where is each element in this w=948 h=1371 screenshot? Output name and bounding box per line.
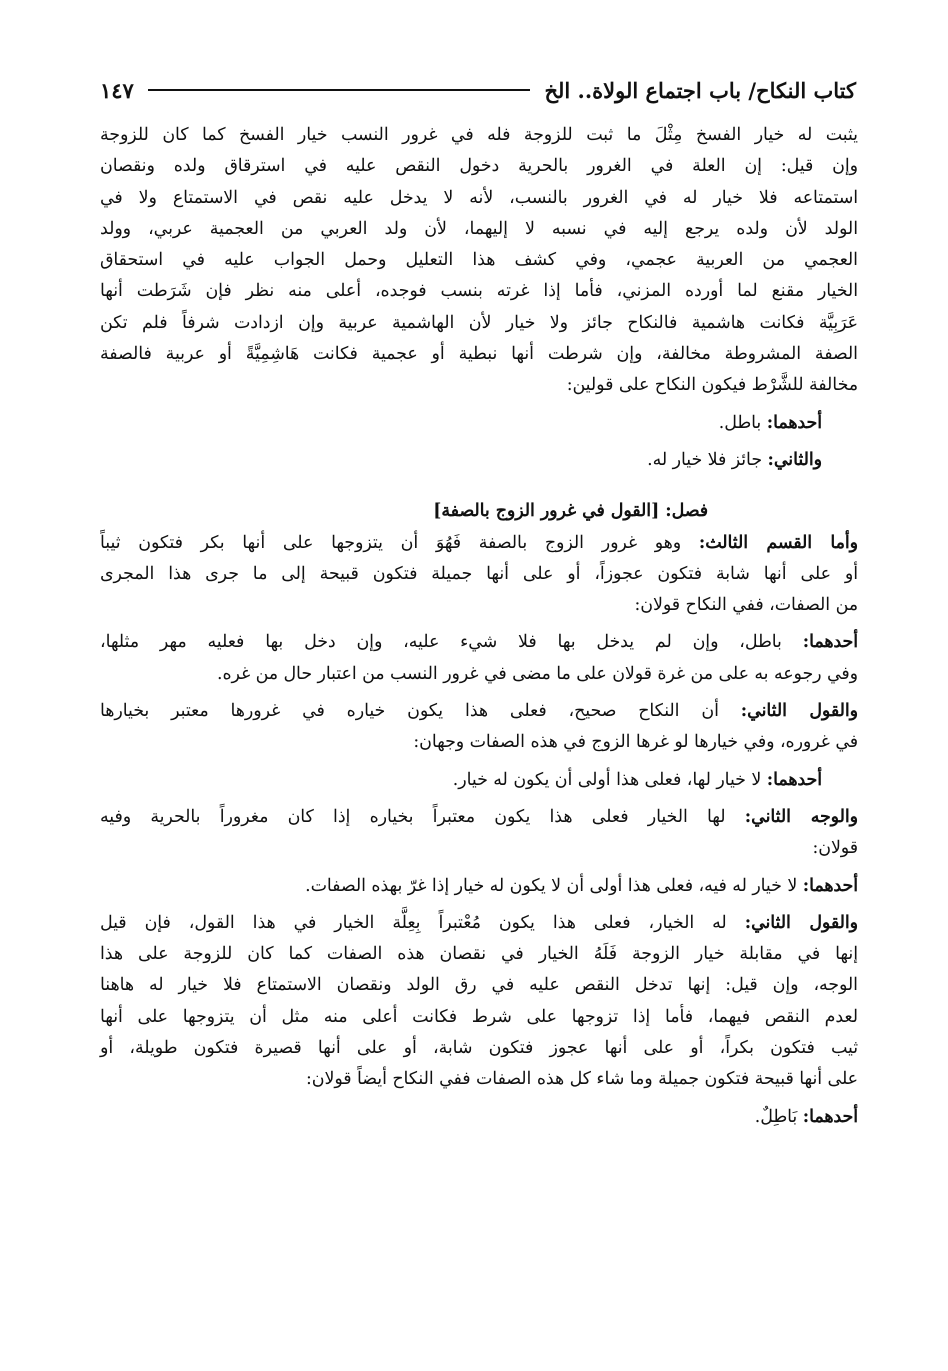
text-line: وإن قيل: إن العلة في الغرور بالحرية دخول النقص عليه في استرقاق ولده ونقصان: [100, 156, 858, 177]
paragraph-2: [100, 408, 858, 439]
paragraph-11: [100, 1102, 858, 1133]
paragraph-label: والقول الثاني:: [740, 701, 859, 722]
running-title: كتاب النكاح/ باب اجتماع الولاة.. الخ: [544, 77, 856, 103]
text-line: باطل.: [718, 412, 767, 433]
paragraph-label: أحدهما:: [802, 875, 858, 896]
paragraph-label: أحدهما:: [802, 1106, 858, 1127]
section-label: فصل:: [665, 501, 708, 522]
text-line: وهو غرور الزوج بالصفة فَهُوَ أن يتزوجها على أنها بكر فتكون ثيباً: [100, 532, 699, 553]
text-line: الولد لأن ولده يرجع إليه في نسبه لا إليهما، لأن ولد العربي من العجمية عربي، وولد: [100, 218, 858, 239]
paragraph-label: والوجه الثاني:: [744, 806, 859, 827]
text-line: عَرَبِيَّة فكانت هاشمية فالنكاح جائز ولا خيار لأن الهاشمية عربية وإن ازدادت شرفاً فلم تكن: [100, 312, 858, 333]
text-line: وفي رجوعه به على من غرة قولان على ما مضى في غرور النسب من اعتبار حال من غره.: [216, 663, 858, 684]
section-heading: [100, 496, 858, 527]
paragraph-label: أحدهما:: [802, 632, 858, 653]
page-body: [100, 120, 858, 1133]
text-line: الصفة المشروطة مخالفة، وإن شرطت أنها نبطية أو عجمية فكانت هَاشِمِيَّةً أو عربية فالصفة: [100, 344, 858, 365]
text-line: على أنها قبيحة فتكون جميلة وما شاء كل هذه الصفات ففي النكاح أيضاً قولان:: [305, 1069, 858, 1090]
text-line: له الخيار، فعلى هذا يكون مُعْتبراً بِعِلَّة الخيار في هذا القول، فإن قيل: [100, 912, 745, 933]
paragraph-label: والقول الثاني:: [744, 912, 859, 933]
text-line: لا خيار له فيه، فعلى هذا أولى أن لا يكون له خيار إذا غرّ بهذه الصفات.: [305, 875, 803, 896]
text-line: أن النكاح صحيح، فعلى هذا يكون خياره في غرورها معتبر بخيارها: [100, 701, 741, 722]
text-line: استمتاعه فلا خيار له في الغرور بالنسب، لأنه لا يدخل عليه نقص في الاستمتاع ولا في: [100, 187, 858, 208]
text-line: العجمي من العربية عجمي، وفي كشف هذا التعليل وحمل الجواب عليه في استحقاق: [100, 250, 858, 271]
text-line: لعدم النقص فيهما، فأما إذا تزوجها على شرط فكانت أعلى منه مثل أن يتزوجها على أنها: [100, 1006, 858, 1027]
paragraph-8: [100, 802, 858, 865]
text-line: لها الخيار فعلى هذا يكون معتبراً بخياره إذا كان مغروراً بالحرية وفيه: [100, 806, 745, 827]
page-header: [100, 72, 856, 108]
paragraph-10: [100, 908, 858, 1096]
text-line: جائز فلا خيار له.: [647, 449, 768, 470]
text-line: باطل، وإن لم يدخل بها فلا شيء عليه، وإن دخل بها فعليه مهر مثلها،: [100, 632, 803, 653]
text-line: يثبت له خيار الفسخ مِثْلَ ما ثبت للزوجة فله في غرور النسب خيار الفسخ كما كان للزوجة: [100, 125, 858, 145]
text-line: ثيب فتكون بكراً، أو على أنها عجوز فتكون شابة، أو على أنها قصيرة فتكون طويلة، أو: [100, 1038, 858, 1059]
text-line: قولان:: [812, 838, 858, 859]
page-number: ١٤٧: [100, 77, 134, 103]
paragraph-9: [100, 871, 858, 902]
paragraph-7: [100, 765, 858, 796]
text-line: في غروره، وفي خيارها لو غرها الزوج في هذه الصفات وجهان:: [413, 732, 858, 753]
paragraph-label: أحدهما:: [766, 412, 822, 433]
text-line: مخالفة للشَّرْط فيكون النكاح على قولين:: [566, 375, 858, 396]
paragraph-label: أحدهما:: [766, 769, 822, 790]
paragraph-6: [100, 696, 858, 759]
paragraph-5: [100, 627, 858, 690]
paragraph-1: [100, 120, 858, 402]
header-rule: [148, 89, 531, 91]
paragraph-4: [100, 528, 858, 622]
text-line: إنها في مقابلة خيار الزوجة فَلَهُ الخيار في نقصان هذه الصفات كما كان للزوجة على هذا: [100, 944, 858, 965]
text-line: الخيار مقنع لما أورده المزني، فأما إذا غرته بنسب فوجده، أعلى منه نظر فإن شَرَطت أنها: [100, 281, 858, 302]
text-line: أو على أنها شابة فتكون عجوزاً، أو على أنها جميلة فتكون قبيحة إلى ما جرى هذا المجرى: [100, 563, 858, 584]
text-line: لا خيار لها، فعلى هذا أولى أن يكون له خيار.: [452, 769, 767, 790]
text-line: بَاطِلٌ.: [754, 1106, 803, 1127]
text-line: الوجه، وإن قيل: إنها تدخل النقص عليه في رق الولد ونقصان الاستمتاع فلا خيار له هاهنا: [100, 975, 858, 996]
text-line: من الصفات، ففي النكاح قولان:: [634, 595, 858, 616]
paragraph-label: والثاني:: [767, 449, 822, 470]
section-title: [القول في غرور الزوج بالصفة]: [433, 501, 666, 522]
paragraph-label: وأما القسم الثالث:: [698, 532, 858, 553]
paragraph-3: [100, 445, 858, 476]
